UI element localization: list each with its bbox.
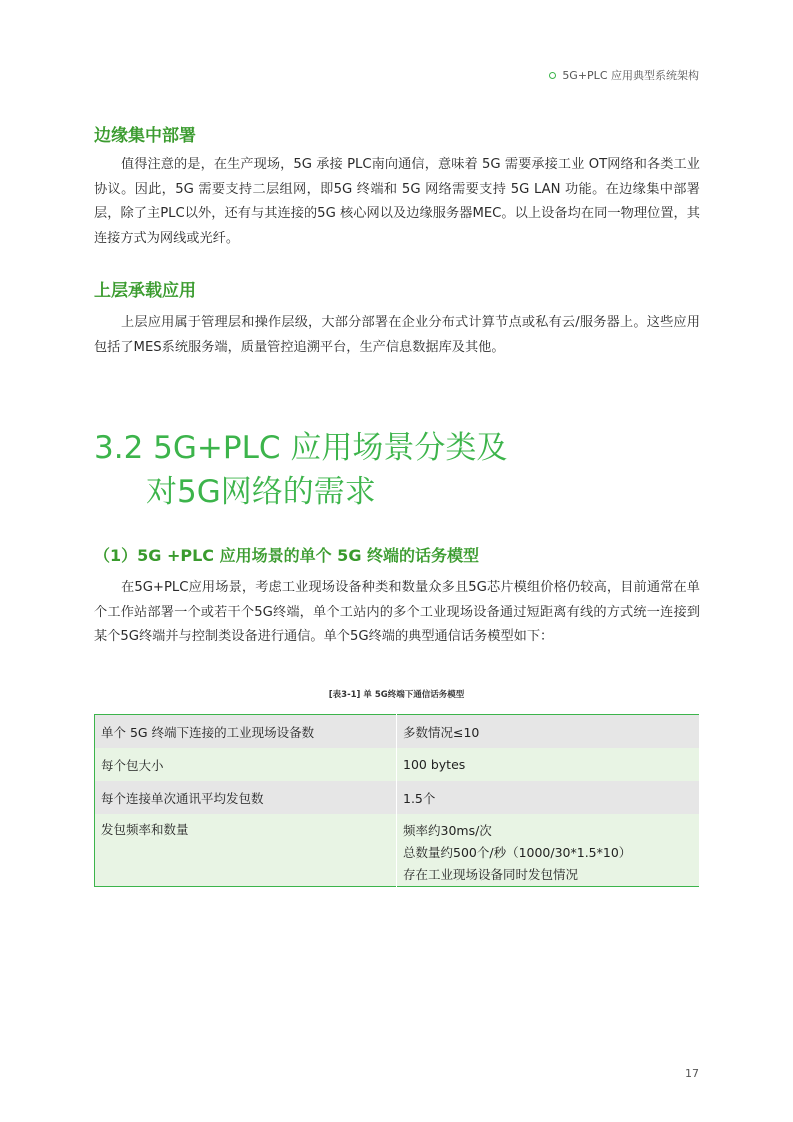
table-row bbox=[95, 748, 700, 781]
subsection-paragraph: 在5G+PLC应用场景，考虑工业现场设备种类和数量众多且5G芯片模组价格仍较高，目前通常在单个工作站部署一个或若干个5G终端，单个工站内的多个工业现场设备通过短距离有线的方式统一连接到某个5G终端并与控制类设备进行通信。单个5G终端的典型通信话务模型如下： bbox=[94, 580, 700, 644]
page-number: 17 bbox=[685, 1067, 699, 1080]
table-cell-value: 1.5个 bbox=[397, 781, 700, 814]
traffic-model-table bbox=[94, 714, 700, 887]
value-line: 频率约30ms/次 bbox=[403, 823, 492, 838]
table-cell-label: 单个 5G 终端下连接的工业现场设备数 bbox=[95, 715, 397, 749]
table-cell-value: 多数情况≤10 bbox=[397, 715, 700, 749]
section-upper-paragraph: 上层应用属于管理层和操作层级，大部分部署在企业分布式计算节点或私有云/服务器上。这些应用包括了MES系统服务端，质量管控追溯平台，生产信息数据库及其他。 bbox=[94, 315, 700, 355]
table-row bbox=[95, 814, 700, 887]
section-title-upper: 上层承载应用 bbox=[94, 281, 196, 301]
table-cell-value: 100 bytes bbox=[397, 748, 700, 781]
running-header bbox=[549, 67, 699, 83]
table-row bbox=[95, 781, 700, 814]
running-title: 5G+PLC 应用典型系统架构 bbox=[562, 69, 699, 82]
table-caption: [表3-1] 单 5G终端下通信话务模型 bbox=[328, 690, 465, 700]
chapter-title-line2: 对5G网络的需求 bbox=[146, 474, 376, 510]
chapter-title bbox=[94, 426, 507, 514]
section-title-edge: 边缘集中部署 bbox=[94, 126, 196, 146]
section-edge-paragraph: 值得注意的是，在生产现场，5G 承接 PLC南向通信，意味着 5G 需要承接工业 OT网络和各类工业协议。因此，5G 需要支持二层组网，即5G 终端和 5G 网络需要支持 5G LAN 功能。在边缘集中部署层，除了主PLC以外，还有与其连接的5G 核心网以及边缘服务器MEC。以上设备均在同一物理位置，其连接方式为网线或光纤。 bbox=[94, 157, 700, 246]
table-cell-label: 发包频率和数量 bbox=[95, 814, 397, 887]
table-row bbox=[95, 715, 700, 749]
table-cell-label: 每个包大小 bbox=[95, 748, 397, 781]
value-line: 总数量约500个/秒（1000/30*1.5*10） bbox=[403, 845, 632, 860]
subsection-title: （1）5G +PLC 应用场景的单个 5G 终端的话务模型 bbox=[94, 546, 480, 565]
table-cell-label: 每个连接单次通讯平均发包数 bbox=[95, 781, 397, 814]
chapter-title-line1: 3.2 5G+PLC 应用场景分类及 bbox=[94, 430, 508, 466]
table-cell-value bbox=[397, 814, 700, 887]
circle-bullet-icon bbox=[549, 72, 556, 79]
value-line: 存在工业现场设备同时发包情况 bbox=[403, 867, 579, 882]
